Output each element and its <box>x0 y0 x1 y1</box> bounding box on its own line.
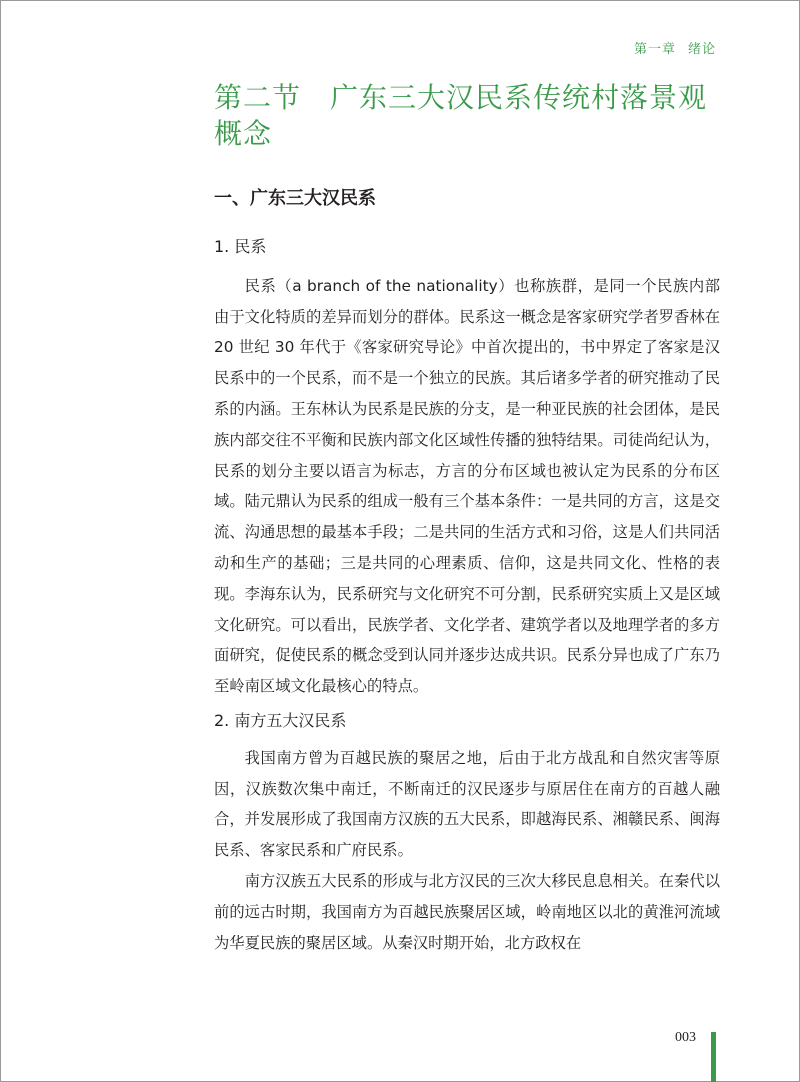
section-title: 第二节 广东三大汉民系传统村落景观概念 <box>214 81 708 150</box>
part1-heading: 1. 民系 <box>214 237 267 256</box>
part2-paragraph-2: 南方汉族五大民系的形成与北方汉民的三次大移民息息相关。在秦代以前的远古时期，我国南方为百越民族聚居区域，岭南地区以北的黄淮河流域为华夏民族的聚居区域。从秦汉时期开始，北方政权在 <box>214 871 720 952</box>
body-content <box>214 232 720 958</box>
part1-paragraph: 民系（a branch of the nationality）也称族群，是同一个民族内部由于文化特质的差异而划分的群体。民系这一概念是客家研究学者罗香林在 20 世纪 30 年代于《客家研究导论》中首次提出的，书中界定了客家是汉民系中的一个民系，而不是一个独立的民族。其后诸多学者的研究推动了民系的内涵。王东林认为民系是民族的分支，是一种亚民族的社会团体，是民族内部交往不平衡和民族内部文化区域性传播的独特结果。司徒尚纪认为，民系的划分主要以语言为标志，方言的分布区域也被认定为民系的分布区域。陆元鼎认为民系的组成一般有三个基本条件：一是共同的方言，这是交流、沟通思想的最基本手段；二是共同的生活方式和习俗，这是人们共同活动和生产的基础；三是共同的心理素质、信仰，这是共同文化、性格的表现。李海东认为，民系研究与文化研究不可分割，民系研究实质上又是区域文化研究。可以看出，民族学者、文化学者、建筑学者以及地理学者的多方面研究，促使民系的概念受到认同并逐步达成共识。民系分异也成了广东乃至岭南区域文化最核心的特点。 <box>214 276 720 696</box>
part2-heading: 2. 南方五大汉民系 <box>214 710 347 730</box>
page-number: 003 <box>675 1030 696 1045</box>
chapter-title: 绪论 <box>687 42 716 57</box>
chapter-number: 第一章 <box>633 42 676 57</box>
running-header <box>622 38 716 57</box>
subsection-heading: 一、广东三大汉民系 <box>214 188 376 209</box>
page-edge-bar <box>711 1032 716 1082</box>
part2-paragraph-1: 我国南方曾为百越民族的聚居之地，后由于北方战乱和自然灾害等原因，汉族数次集中南迁，不断南迁的汉民逐步与原居住在南方的百越人融合，并发展形成了我国南方汉族的五大民系，即越海民系、湘赣民系、闽海民系、客家民系和广府民系。 <box>214 748 720 860</box>
